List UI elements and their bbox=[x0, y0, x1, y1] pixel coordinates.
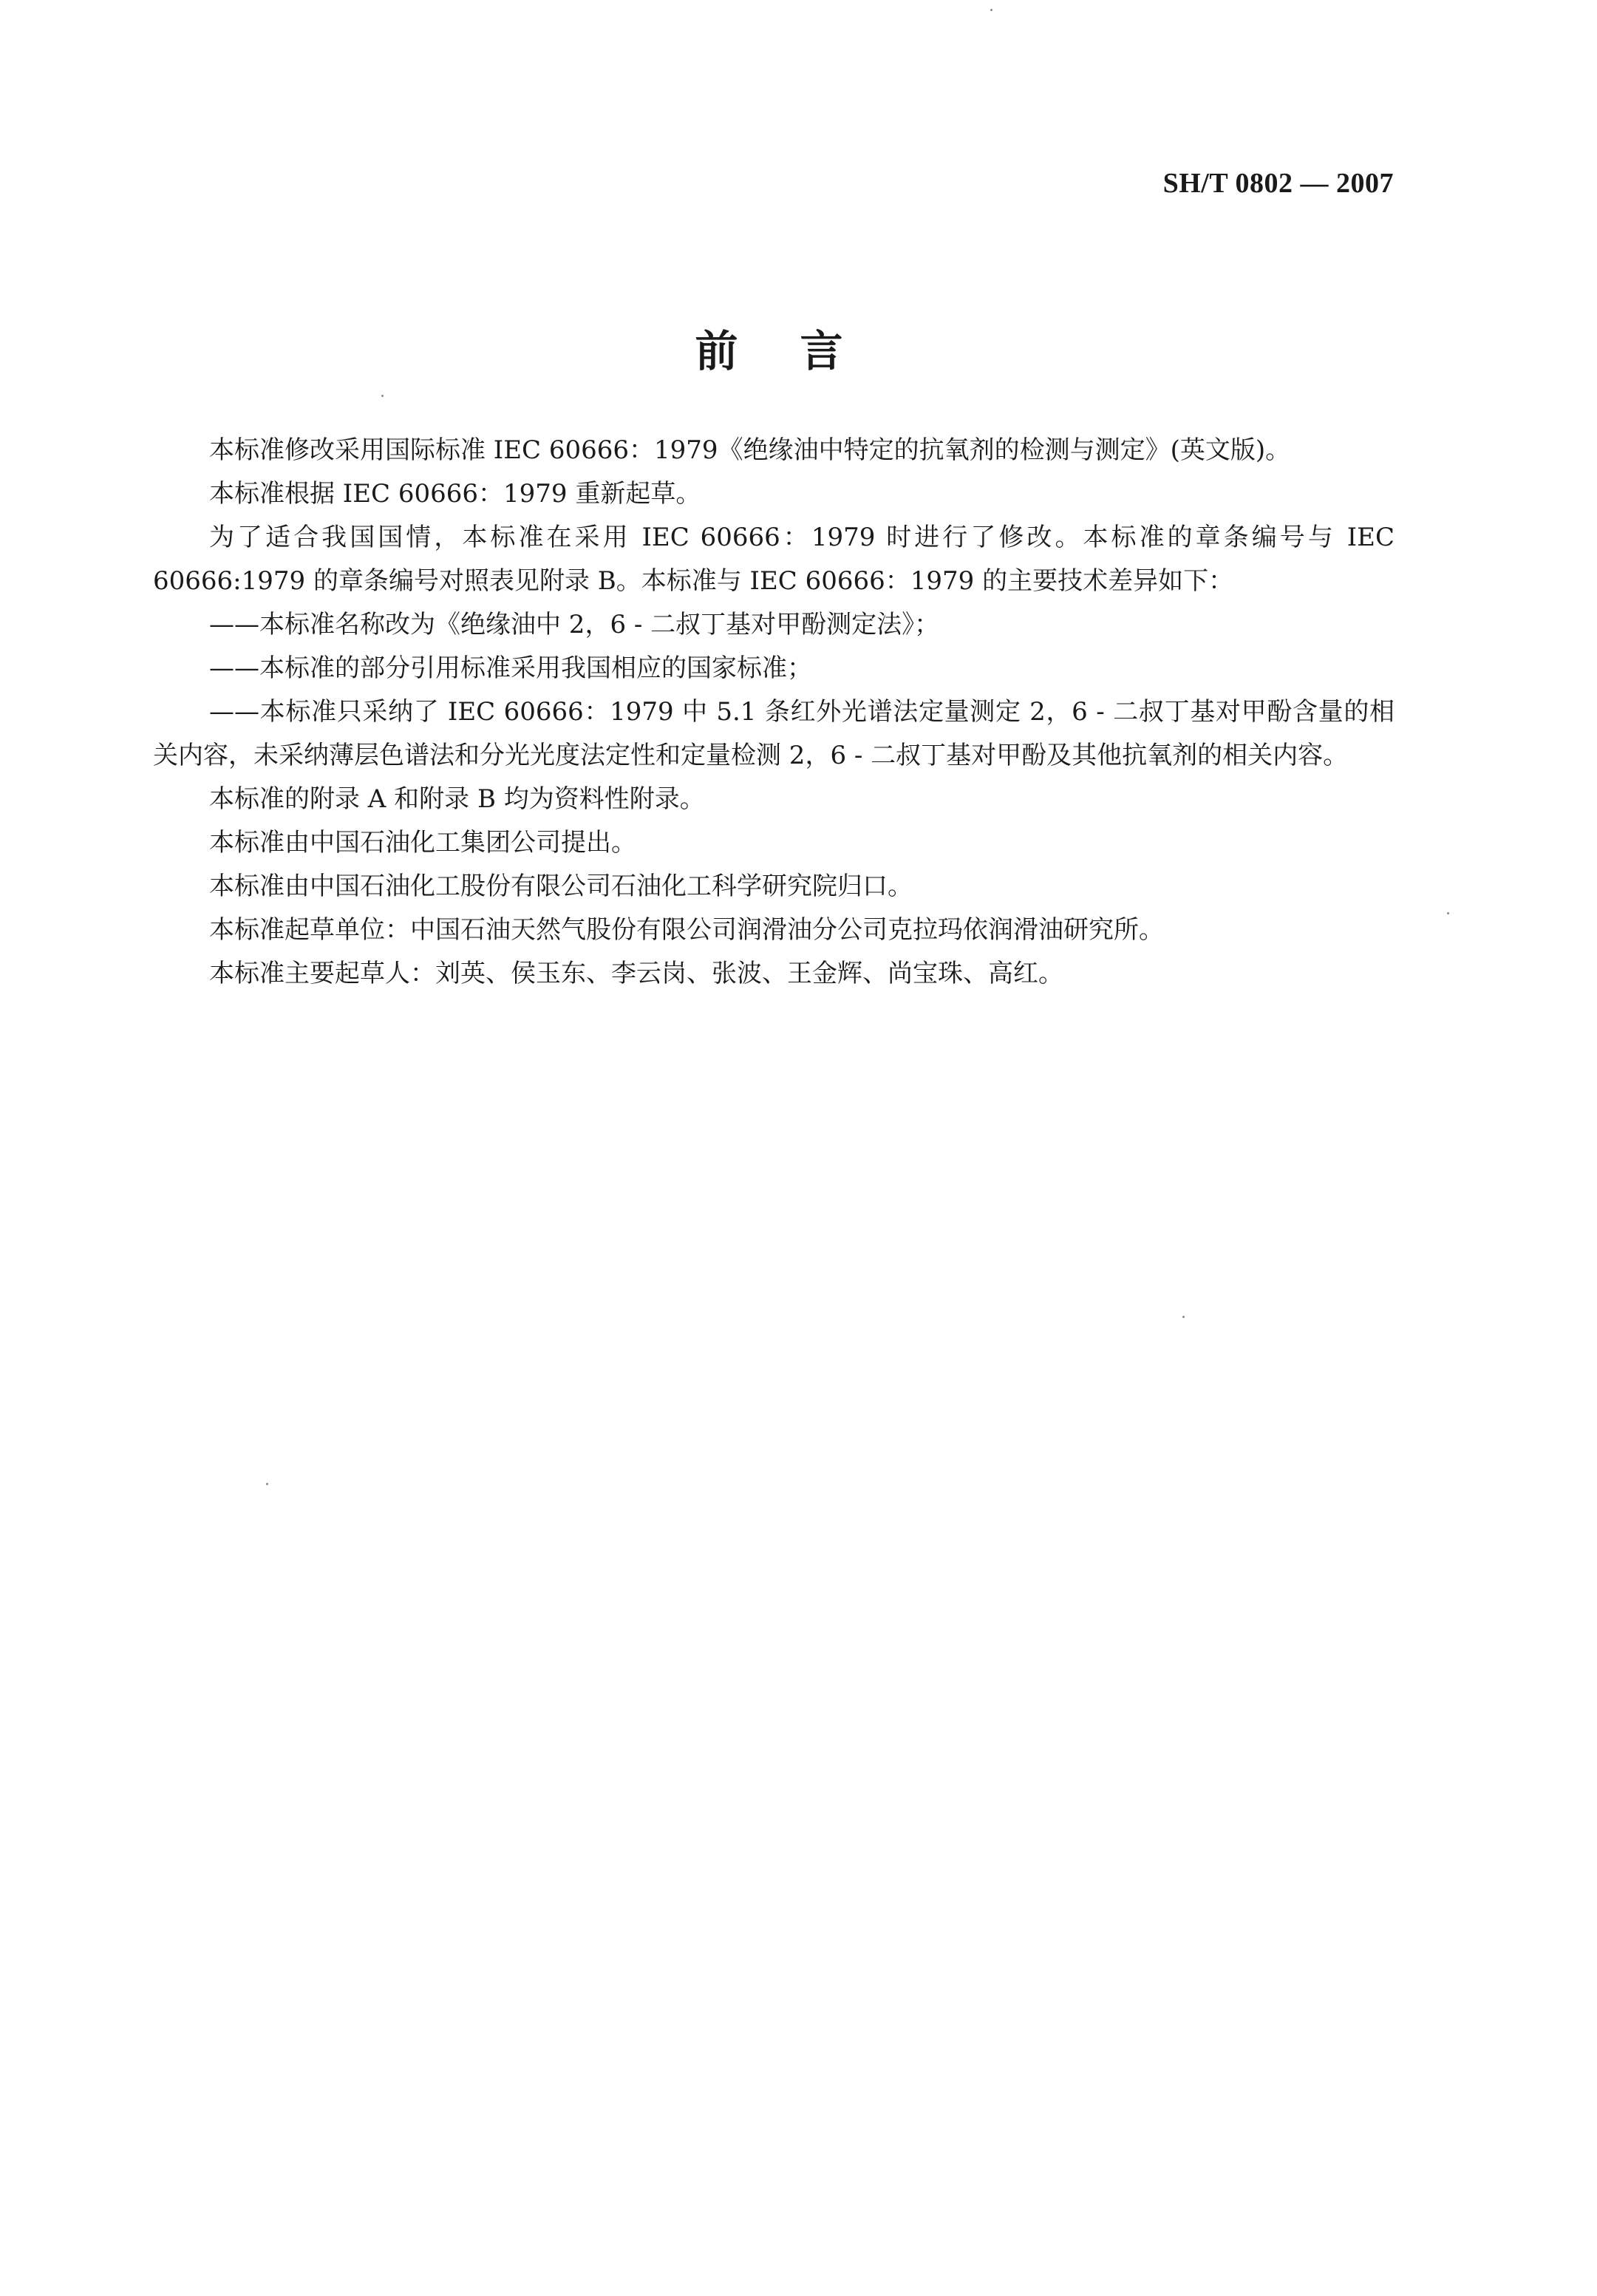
scan-speck bbox=[990, 9, 992, 11]
paragraph-adoption: 本标准修改采用国际标准 IEC 60666：1979《绝缘油中特定的抗氧剂的检测与测定》(英文版)。 bbox=[209, 435, 1291, 465]
paragraph-modifications: 为了适合我国国情，本标准在采用 IEC 60666：1979 时进行了修改。本标准的章条编号与 IEC 60666:1979 的章条编号对照表见附录 B。本标准与 IEC 60666：1979 的主要技术差异如下： bbox=[153, 523, 1395, 596]
paragraph-annexes: 本标准的附录 A 和附录 B 均为资料性附录。 bbox=[209, 784, 705, 814]
paragraph-centralized: 本标准由中国石油化工股份有限公司石油化工科学研究院归口。 bbox=[209, 872, 913, 901]
list-item-scope: ——本标准只采纳了 IEC 60666：1979 中 5.1 条红外光谱法定量测定 2，6 - 二叔丁基对甲酚含量的相关内容，未采纳薄层色谱法和分光光度法定性和定量检测 2，6 - 二叔丁基对甲酚及其他抗氧剂的相关内容。 bbox=[153, 697, 1395, 770]
paragraph-proposer: 本标准由中国石油化工集团公司提出。 bbox=[209, 828, 636, 857]
list-item-references: ——本标准的部分引用标准采用我国相应的国家标准； bbox=[209, 653, 812, 683]
paragraph-drafting-unit: 本标准起草单位：中国石油天然气股份有限公司润滑油分公司克拉玛依润滑油研究所。 bbox=[209, 915, 1164, 945]
paragraph-redrafted: 本标准根据 IEC 60666：1979 重新起草。 bbox=[209, 479, 701, 509]
scan-speck bbox=[1182, 1316, 1185, 1318]
paragraph-drafters: 本标准主要起草人：刘英、侯玉东、李云岗、张波、王金辉、尚宝珠、高红。 bbox=[209, 959, 1063, 988]
standard-code: SH/T 0802 — 2007 bbox=[1162, 168, 1394, 199]
page-title: 前言 bbox=[695, 326, 905, 376]
foreword-body bbox=[153, 429, 1395, 996]
scan-speck bbox=[1447, 912, 1449, 914]
list-item-title-change: ——本标准名称改为《绝缘油中 2，6 - 二叔丁基对甲酚测定法》； bbox=[209, 610, 940, 639]
scan-speck bbox=[381, 395, 384, 397]
scan-speck bbox=[266, 1483, 268, 1485]
